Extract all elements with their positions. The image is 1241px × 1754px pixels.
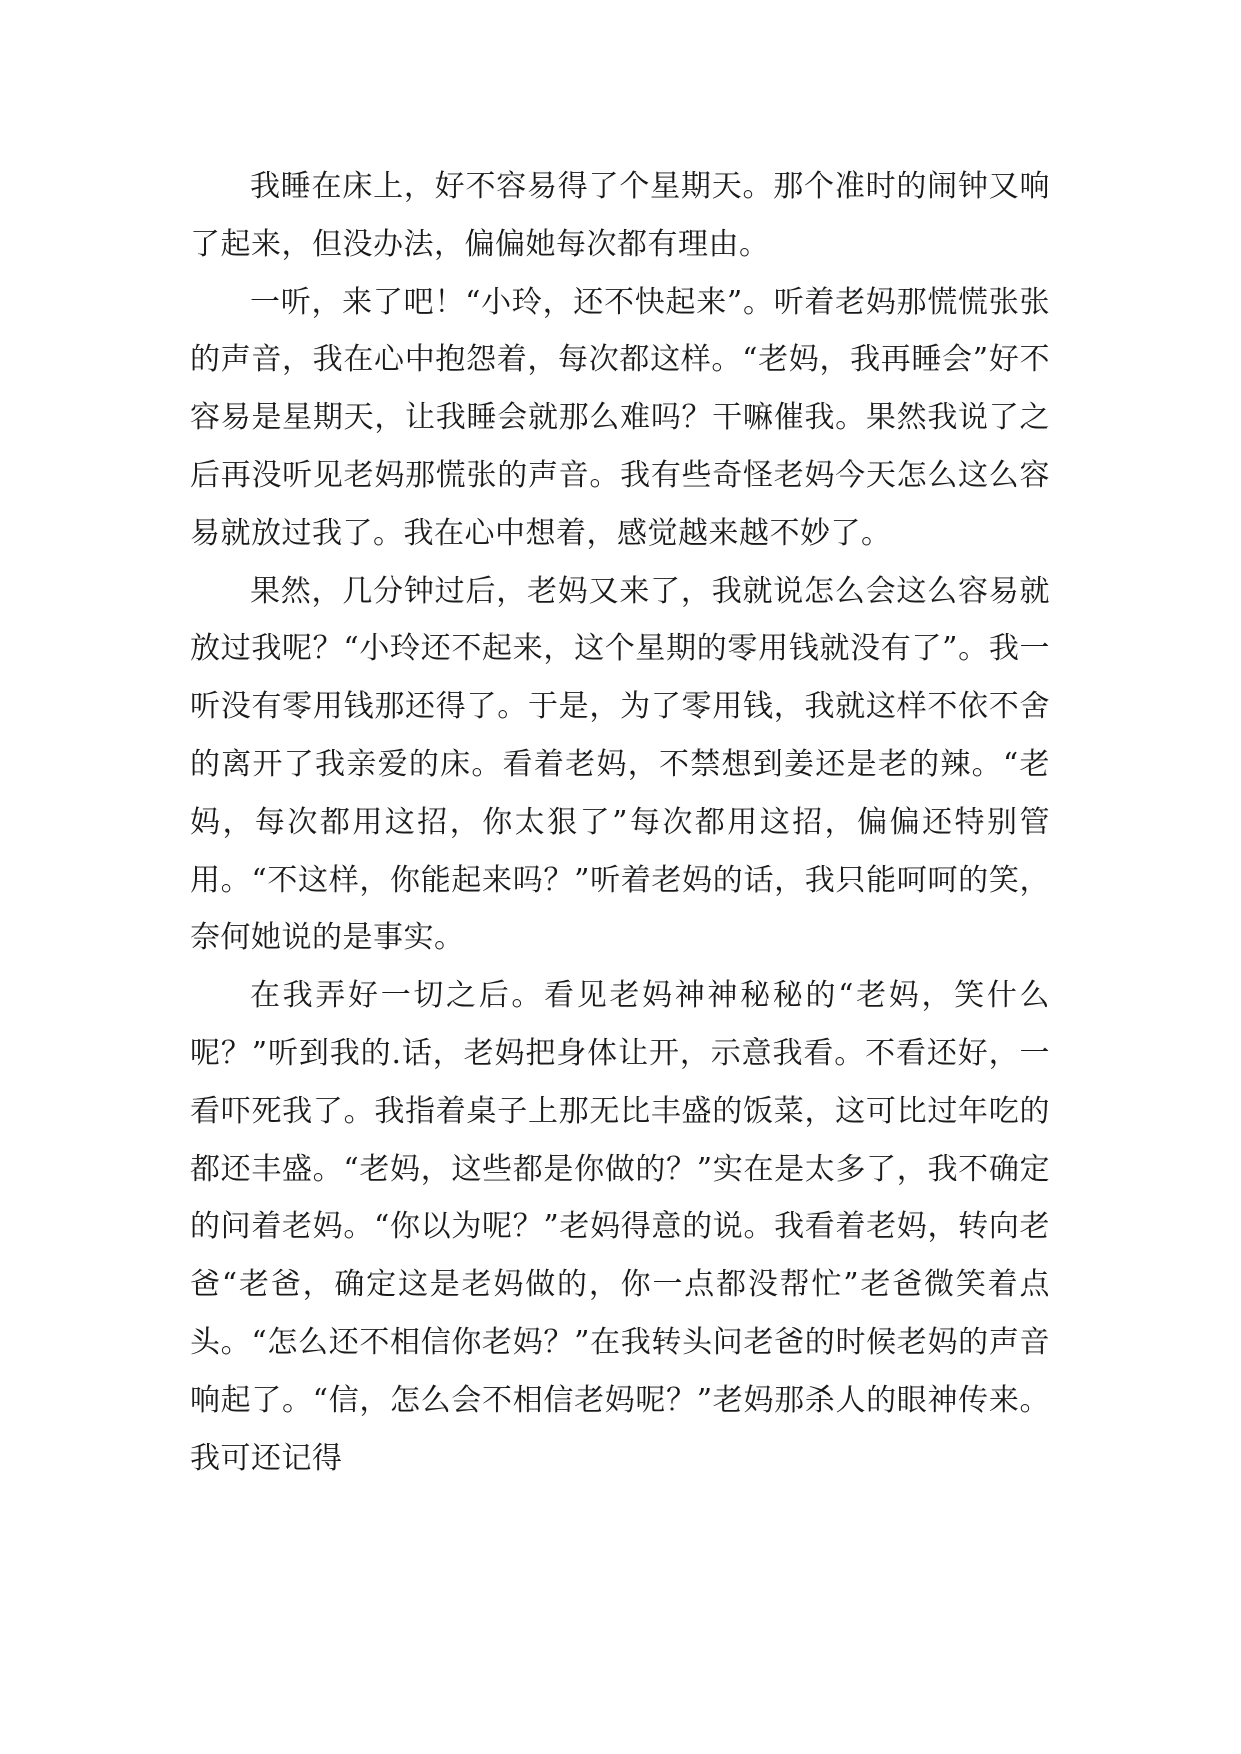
paragraph: 在我弄好一切之后。看见老妈神神秘秘的“老妈，笑什么呢？”听到我的.话，老妈把身体让开，示意我看。不看还好，一看吓死我了。我指着桌子上那无比丰盛的饭菜，这可比过年吃的都还丰盛。“老妈，这些都是你做的？”实在是太多了，我不确定的问着老妈。“你以为呢？”老妈得意的说。我看着老妈，转向老爸“老爸，确定这是老妈做的，你一点都没帮忙”老爸微笑着点头。“怎么还不相信你老妈？”在我转头问老爸的时候老妈的声音响起了。“信，怎么会不相信老妈呢？”老妈那杀人的眼神传来。我可还记得 [190,978,1050,1476]
paragraph: 我睡在床上，好不容易得了个星期天。那个准时的闹钟又响了起来，但没办法，偏偏她每次都有理由。 [190,169,1050,262]
body-text [190,158,1050,1487]
paragraph: 果然，几分钟过后，老妈又来了，我就说怎么会这么容易就放过我呢？“小玲还不起来，这个星期的零用钱就没有了”。我一听没有零用钱那还得了。于是，为了零用钱，我就这样不依不舍的离开了我亲爱的床。看着老妈，不禁想到姜还是老的辣。“老妈，每次都用这招，你太狠了”每次都用这招，偏偏还特别管用。“不这样，你能起来吗？”听着老妈的话，我只能呵呵的笑，奈何她说的是事实。 [190,573,1050,956]
paragraph: 一听，来了吧！“小玲，还不快起来”。听着老妈那慌慌张张的声音，我在心中抱怨着，每次都这样。“老妈，我再睡会”好不容易是星期天，让我睡会就那么难吗？干嘛催我。果然我说了之后再没听见老妈那慌张的声音。我有些奇怪老妈今天怎么这么容易就放过我了。我在心中想着，感觉越来越不妙了。 [190,284,1050,551]
